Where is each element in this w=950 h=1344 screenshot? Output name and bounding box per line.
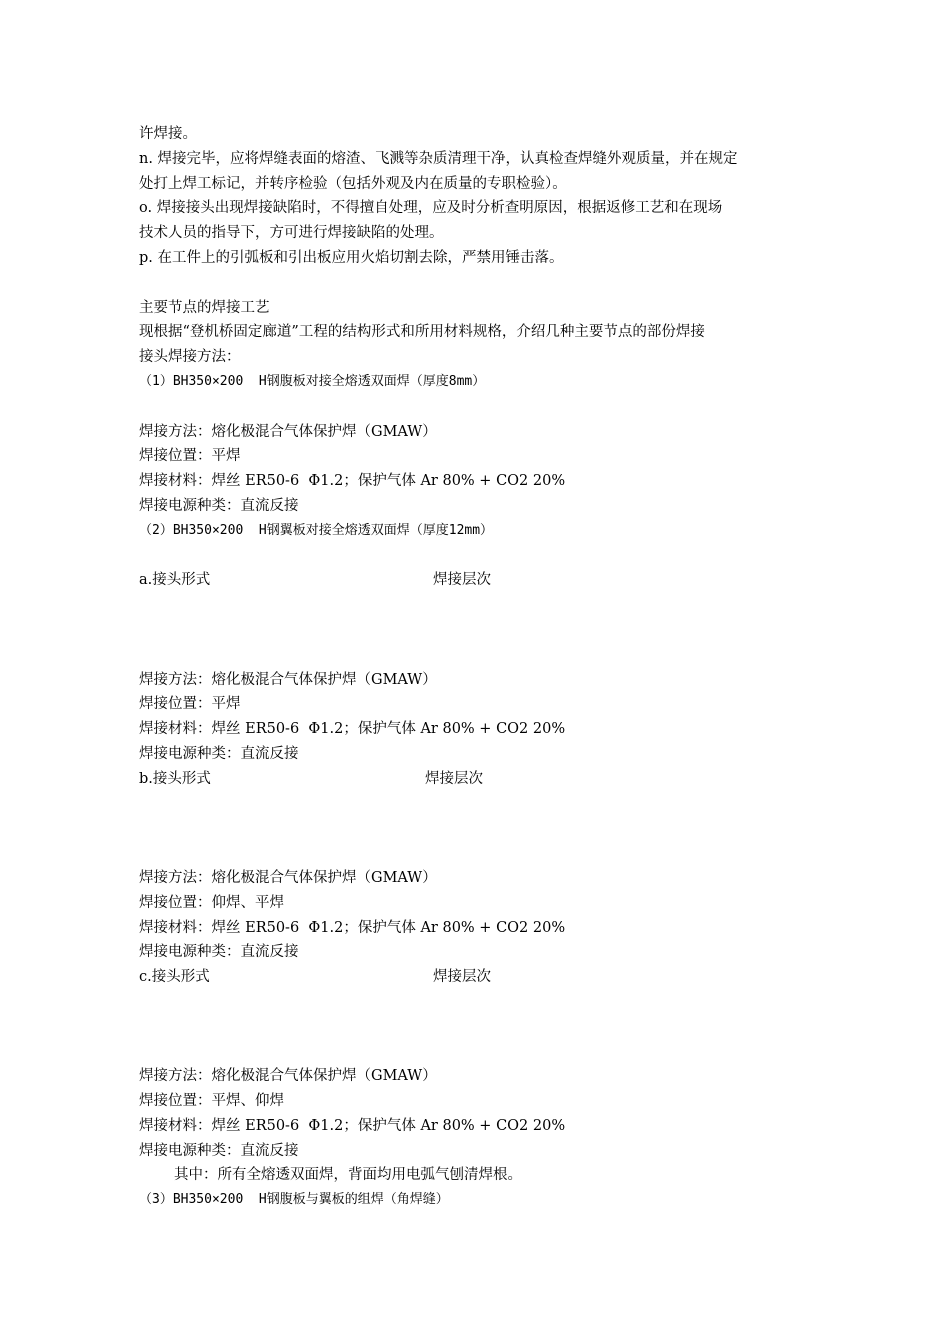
weld-layer-label: 焊接层次 [433, 572, 491, 589]
subsection-1: （1）BH350×200 H钢腹板对接全熔透双面焊（厚度8mm） [139, 373, 486, 389]
weld-power: 焊接电源种类：直流反接 [139, 944, 299, 961]
weld-power: 焊接电源种类：直流反接 [139, 497, 299, 514]
joint-form-label: c.接头形式 [139, 969, 210, 986]
weld-power: 焊接电源种类：直流反接 [139, 1142, 299, 1159]
subsection-3: （3）BH350×200 H钢腹板与翼板的组焊（角焊缝） [139, 1192, 449, 1208]
item-p: p. 在工件上的引弧板和引出板应用火焰切割去除，严禁用锤击落。 [139, 249, 564, 266]
document-page [139, 122, 819, 1213]
figure-space [139, 593, 819, 667]
figure-space [139, 990, 819, 1064]
weld-method: 焊接方法：熔化极混合气体保护焊（GMAW） [139, 671, 437, 688]
item-o: o. 焊接接头出现焊接缺陷时，不得擅自处理，应及时分析查明原因，根据返修工艺和在现场 [139, 200, 723, 217]
joint-row-c [139, 965, 819, 990]
section-heading: 主要节点的焊接工艺 [139, 299, 270, 316]
joint-row-a [139, 568, 819, 593]
weld-material: 焊接材料：焊丝 ER50-6 Φ1.2；保护气体 Ar 80% + CO2 20% [139, 1117, 566, 1134]
spacer [139, 271, 819, 296]
subsection-2: （2）BH350×200 H钢翼板对接全熔透双面焊（厚度12mm） [139, 522, 494, 538]
weld-position: 焊接位置：仰焊、平焊 [139, 894, 284, 911]
weld-power: 焊接电源种类：直流反接 [139, 745, 299, 762]
joint-row-b [139, 767, 819, 792]
weld-method: 焊接方法：熔化极混合气体保护焊（GMAW） [139, 1068, 437, 1085]
weld-position: 焊接位置：平焊、仰焊 [139, 1093, 284, 1110]
figure-space [139, 792, 819, 866]
weld-layer-label: 焊接层次 [433, 969, 491, 986]
note-line: 其中：所有全熔透双面焊，背面均用电弧气刨清焊根。 [174, 1167, 522, 1184]
joint-form-label: b.接头形式 [139, 770, 211, 787]
weld-material: 焊接材料：焊丝 ER50-6 Φ1.2；保护气体 Ar 80% + CO2 20% [139, 721, 566, 738]
weld-method: 焊接方法：熔化极混合气体保护焊（GMAW） [139, 423, 437, 440]
text-line: 处打上焊工标记，并转序检验（包括外观及内在质量的专职检验）。 [139, 175, 567, 192]
text-line: 技术人员的指导下，方可进行焊接缺陷的处理。 [139, 225, 444, 242]
text-line: 许焊接。 [139, 126, 197, 142]
text-line: 接头焊接方法： [139, 349, 241, 366]
weld-position: 焊接位置：平焊 [139, 696, 241, 713]
item-n: n. 焊接完毕，应将焊缝表面的熔渣、飞溅等杂质清理干净，认真检查焊缝外观质量，并在规定 [139, 150, 738, 167]
joint-form-label: a.接头形式 [139, 572, 211, 589]
spacer [139, 544, 819, 569]
weld-layer-label: 焊接层次 [425, 770, 483, 787]
text-line: 现根据“登机桥固定廊道”工程的结构形式和所用材料规格，介绍几种主要节点的部份焊接 [139, 324, 705, 341]
spacer [139, 395, 819, 420]
weld-material: 焊接材料：焊丝 ER50-6 Φ1.2；保护气体 Ar 80% + CO2 20% [139, 473, 566, 490]
weld-method: 焊接方法：熔化极混合气体保护焊（GMAW） [139, 869, 437, 886]
weld-material: 焊接材料：焊丝 ER50-6 Φ1.2；保护气体 Ar 80% + CO2 20% [139, 919, 566, 936]
weld-position: 焊接位置：平焊 [139, 448, 241, 465]
